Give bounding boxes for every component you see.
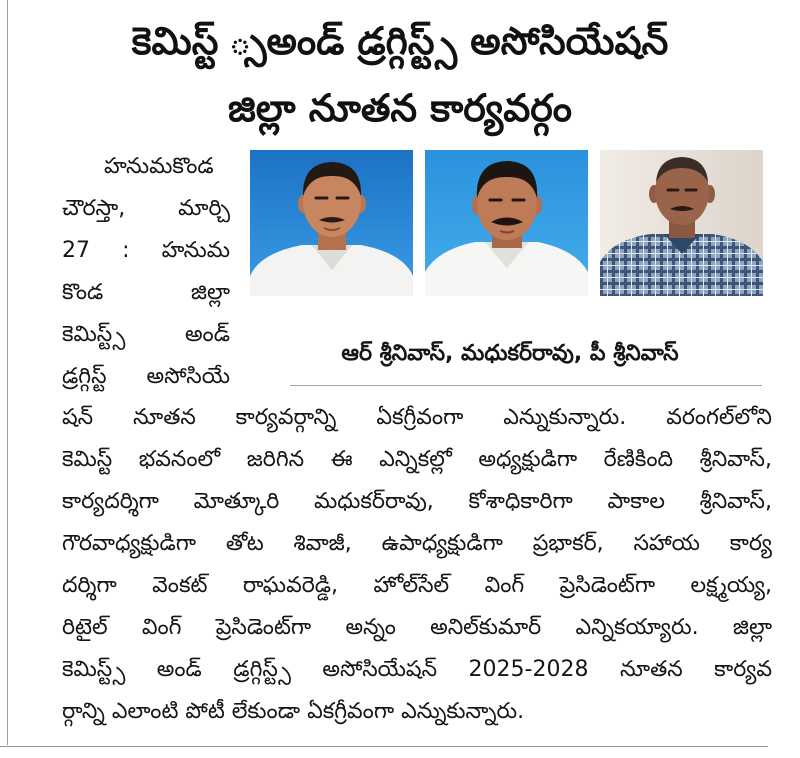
portrait-photo-3 — [600, 150, 763, 296]
headline-line-1: కెమిస్ట్ ్సఅండ్ డ్రగ్గిస్ట్స్ అసోసియేషన్ — [131, 19, 669, 63]
article-body — [62, 397, 772, 733]
portrait-2-image — [425, 150, 588, 296]
lead-line: 27 : హనుమ — [62, 238, 230, 263]
lead-line: కెమిస్ట్స్ అండ్ — [62, 322, 230, 347]
lead-line: కొండ జిల్లా — [62, 280, 230, 305]
body-line: దర్శిగా వెంకట్ రాఘవరెడ్డి, హోల్‌సేల్ వింగ్ ప్రెసిడెంట్‌గా లక్ష్మయ్య, — [62, 573, 772, 598]
body-line: కెమిస్ట్ భవనంలో జరిగిన ఈ ఎన్నికల్లో అధ్యక్షుడిగా రేణికింది శ్రీనివాస్, — [62, 447, 772, 472]
body-line: కార్యదర్శిగా మోత్కూరి మధుకర్‌రావు, కోశాధికారిగా పాకాల శ్రీనివాస్, — [62, 489, 772, 514]
lead-column — [62, 146, 230, 398]
lead-line: హనుమకొండ — [104, 154, 214, 179]
body-line: రిటైల్ వింగ్ ప్రెసిడెంట్‌గా అన్నం అనిల్‌కుమార్ ఎన్నికయ్యారు. జిల్లా — [62, 615, 772, 640]
body-line: షన్ నూతన కార్యవర్గాన్ని ఏకగ్రీవంగా ఎన్నుకున్నారు. వరంగల్‌లోని — [62, 405, 772, 430]
body-line: గౌరవాధ్యక్షుడిగా తోట శివాజీ, ఉపాధ్యక్షుడిగా ప్రభాకర్, సహాయ కార్య — [62, 531, 772, 556]
portrait-3-image — [600, 150, 763, 296]
body-line: ర్గాన్ని ఎలాంటి పోటీ లేకుండా ఏకగ్రీవంగా ఎన్నుకున్నారు. — [62, 699, 525, 724]
photo-caption: ఆర్ శ్రీనివాస్, మధుకర్‌రావు, పీ శ్రీనివాస్ — [341, 341, 679, 366]
lead-line: చౌరస్తా, మార్చి — [62, 196, 230, 221]
portrait-photo-2 — [425, 150, 588, 296]
body-line: కెమిస్ట్స్ అండ్ డ్రగ్గిస్ట్స్ అసోసియేషన్ 2025-2028 నూతన కార్యవ — [62, 657, 772, 682]
left-column-rule — [7, 0, 8, 745]
caption-divider — [290, 385, 762, 386]
bottom-rule — [0, 746, 768, 747]
portrait-photo-1 — [250, 150, 413, 296]
portrait-1-image — [250, 150, 413, 296]
lead-line: డ్రగ్గిస్ట్ అసోసియే — [62, 364, 230, 389]
headline-line-2: జిల్లా నూతన కార్యవర్గం — [227, 86, 573, 130]
